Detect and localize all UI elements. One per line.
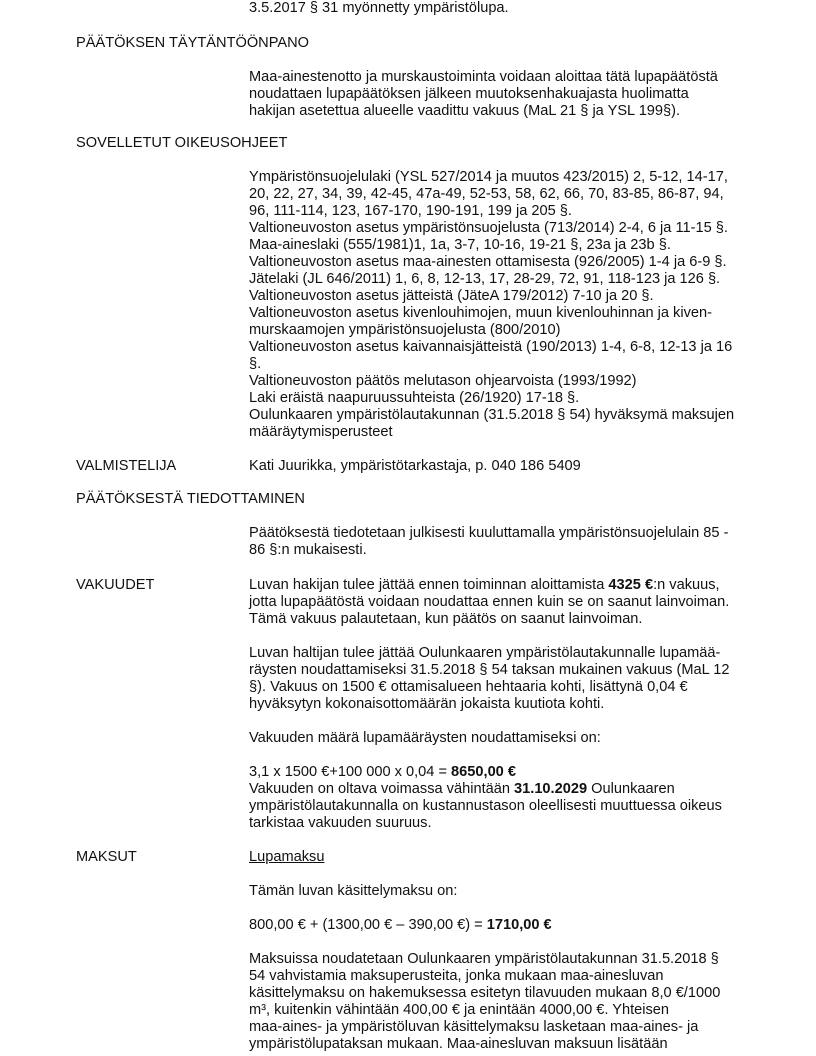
text-line: maa-aines- ja ympäristöluvan käsittelymaksu lasketaan maa-aines- ja bbox=[249, 1019, 699, 1035]
text-run: Luvan hakijan tulee jättää ennen toiminnan aloittamista bbox=[249, 577, 609, 593]
valmistelija-text: Kati Juurikka, ympäristötarkastaja, p. 040 186 5409 bbox=[249, 458, 581, 474]
text-run: Oulunkaaren bbox=[587, 781, 675, 797]
heading-valmistelija: VALMISTELIJA bbox=[76, 458, 177, 474]
text-line: Vakuuden määrä lupamääräysten noudattamiseksi on: bbox=[249, 730, 601, 746]
deposit-formula bbox=[249, 764, 516, 782]
law-line: Maa-aineslaki (555/1981)1, 1a, 3-7, 10-16, 19-21 §, 23a ja 23b §. bbox=[249, 237, 671, 253]
text-line: Päätöksestä tiedotetaan julkisesti kuuluttamalla ympäristönsuojelulain 85 - bbox=[249, 525, 729, 541]
law-line: Valtioneuvoston asetus kaivannaisjätteistä (190/2013) 1-4, 6-8, 12-13 ja 16 bbox=[249, 339, 733, 355]
heading-oikeusohjeet: SOVELLETUT OIKEUSOHJEET bbox=[76, 135, 288, 151]
law-line: Jätelaki (JL 646/2011) 1, 6, 8, 12-13, 17, 28-29, 72, 91, 118-123 ja 126 §. bbox=[249, 271, 721, 287]
text-line: Tämän luvan käsittelymaksu on: bbox=[249, 883, 458, 899]
law-line: Ympäristönsuojelulaki (YSL 527/2014 ja muutos 423/2015) 2, 5-12, 14-17, bbox=[249, 169, 728, 185]
text-line: 54 vahvistamia maksuperusteita, jonka mukaan maa-ainesluvan bbox=[249, 968, 664, 984]
text-line: Maksuissa noudatetaan Oulunkaaren ympäristölautakunnan 31.5.2018 § bbox=[249, 951, 719, 967]
text-line: §). Vakuus on 1500 € ottamisalueen hehtaaria kohti, lisättynä 0,04 € bbox=[249, 679, 688, 695]
deposit-amount: 4325 € bbox=[608, 577, 654, 593]
text-line: tarkistaa vakuuden suuruus. bbox=[249, 815, 432, 831]
text-line: m³, kuitenkin vähintään 400,00 € ja enintään 4000,00 €. Yhteisen bbox=[249, 1002, 670, 1018]
text-line: jotta lupapäätöstä voidaan noudattaa ennen kuin se on saanut lainvoiman. bbox=[249, 594, 730, 610]
law-line: Valtioneuvoston asetus jätteistä (JäteA 179/2012) 7-10 ja 20 §. bbox=[249, 288, 654, 304]
text-run: Vakuuden on oltava voimassa vähintään bbox=[249, 781, 515, 797]
text-line bbox=[249, 577, 720, 595]
text-line: Luvan haltijan tulee jättää Oulunkaaren ympäristölautakunnalle lupamää- bbox=[249, 645, 721, 661]
text-line: räysten noudattamiseksi 31.5.2018 § 54 taksan mukainen vakuus (MaL 12 bbox=[249, 662, 730, 678]
law-line: §. bbox=[249, 356, 262, 372]
law-line: Laki eräistä naapuruussuhteista (26/1920) 17-18 §. bbox=[249, 390, 580, 406]
text-line: hakijan asetettua alueelle vaadittu vakuus (MaL 21 § ja YSL 199§). bbox=[249, 103, 681, 119]
subheading-lupamaksu: Lupamaksu bbox=[249, 849, 325, 865]
text-line: noudattaen lupapäätöksen jälkeen muutoksenhakuajasta huolimatta bbox=[249, 86, 689, 102]
law-line: määräytymisperusteet bbox=[249, 424, 393, 440]
text-line bbox=[249, 781, 675, 799]
text-line: hyväksytyn kokonaisottomäärän jokaista kuutiota kohti. bbox=[249, 696, 605, 712]
law-line: murskaamojen ympäristönsuojelusta (800/2010) bbox=[249, 322, 561, 338]
heading-taytantoonpano: PÄÄTÖKSEN TÄYTÄNTÖÖNPANO bbox=[76, 35, 310, 51]
text-line: ympäristölautakunnalla on kustannustason oleellisesti muuttuessa oikeus bbox=[249, 798, 722, 814]
fee-total: 1710,00 € bbox=[486, 917, 552, 933]
text-line: ympäristölupataksan mukaan. Maa-ainesluvan maksuun lisätään bbox=[249, 1036, 668, 1052]
text-line: käsittelymaksu on hakemuksessa esitetyn tilavuuden mukaan 8,0 €/1000 bbox=[249, 985, 721, 1001]
text-line: 86 §:n mukaisesti. bbox=[249, 542, 367, 558]
text-line: Tämä vakuus palautetaan, kun päätös on saanut lainvoiman. bbox=[249, 611, 643, 627]
text-line: Maa-ainestenotto ja murskaustoiminta voidaan aloittaa tätä lupapäätöstä bbox=[249, 69, 718, 85]
text-run: 800,00 € + (1300,00 € – 390,00 €) = bbox=[249, 917, 487, 933]
valid-until-date: 31.10.2029 bbox=[514, 781, 588, 797]
law-line: Valtioneuvoston päätös melutason ohjearvoista (1993/1992) bbox=[249, 373, 637, 389]
law-line: Valtioneuvoston asetus maa-ainesten ottamisesta (926/2005) 1-4 ja 6-9 §. bbox=[249, 254, 727, 270]
deposit-total: 8650,00 € bbox=[451, 764, 516, 780]
law-line: 96, 111-114, 123, 167-170, 190-191, 199 ja 205 §. bbox=[249, 203, 572, 219]
law-line: 20, 22, 27, 34, 39, 42-45, 47a-49, 52-53, 58, 62, 66, 70, 83-85, 86-87, 94, bbox=[249, 186, 724, 202]
heading-vakuudet: VAKUUDET bbox=[76, 577, 155, 593]
text-run: 3,1 x 1500 €+100 000 x 0,04 = bbox=[249, 764, 452, 780]
heading-maksut: MAKSUT bbox=[76, 849, 137, 865]
fee-formula bbox=[249, 917, 552, 935]
heading-tiedottaminen: PÄÄTÖKSESTÄ TIEDOTTAMINEN bbox=[76, 491, 305, 507]
law-line: Valtioneuvoston asetus ympäristönsuojelusta (713/2014) 2-4, 6 ja 11-15 §. bbox=[249, 220, 728, 236]
text-run: :n vakuus, bbox=[653, 577, 720, 593]
law-line: Valtioneuvoston asetus kivenlouhimojen, muun kivenlouhinnan ja kiven- bbox=[249, 305, 712, 321]
law-line: Oulunkaaren ympäristölautakunnan (31.5.2018 § 54) hyväksymä maksujen bbox=[249, 407, 735, 423]
top-line: 3.5.2017 § 31 myönnetty ympäristölupa. bbox=[249, 0, 509, 16]
